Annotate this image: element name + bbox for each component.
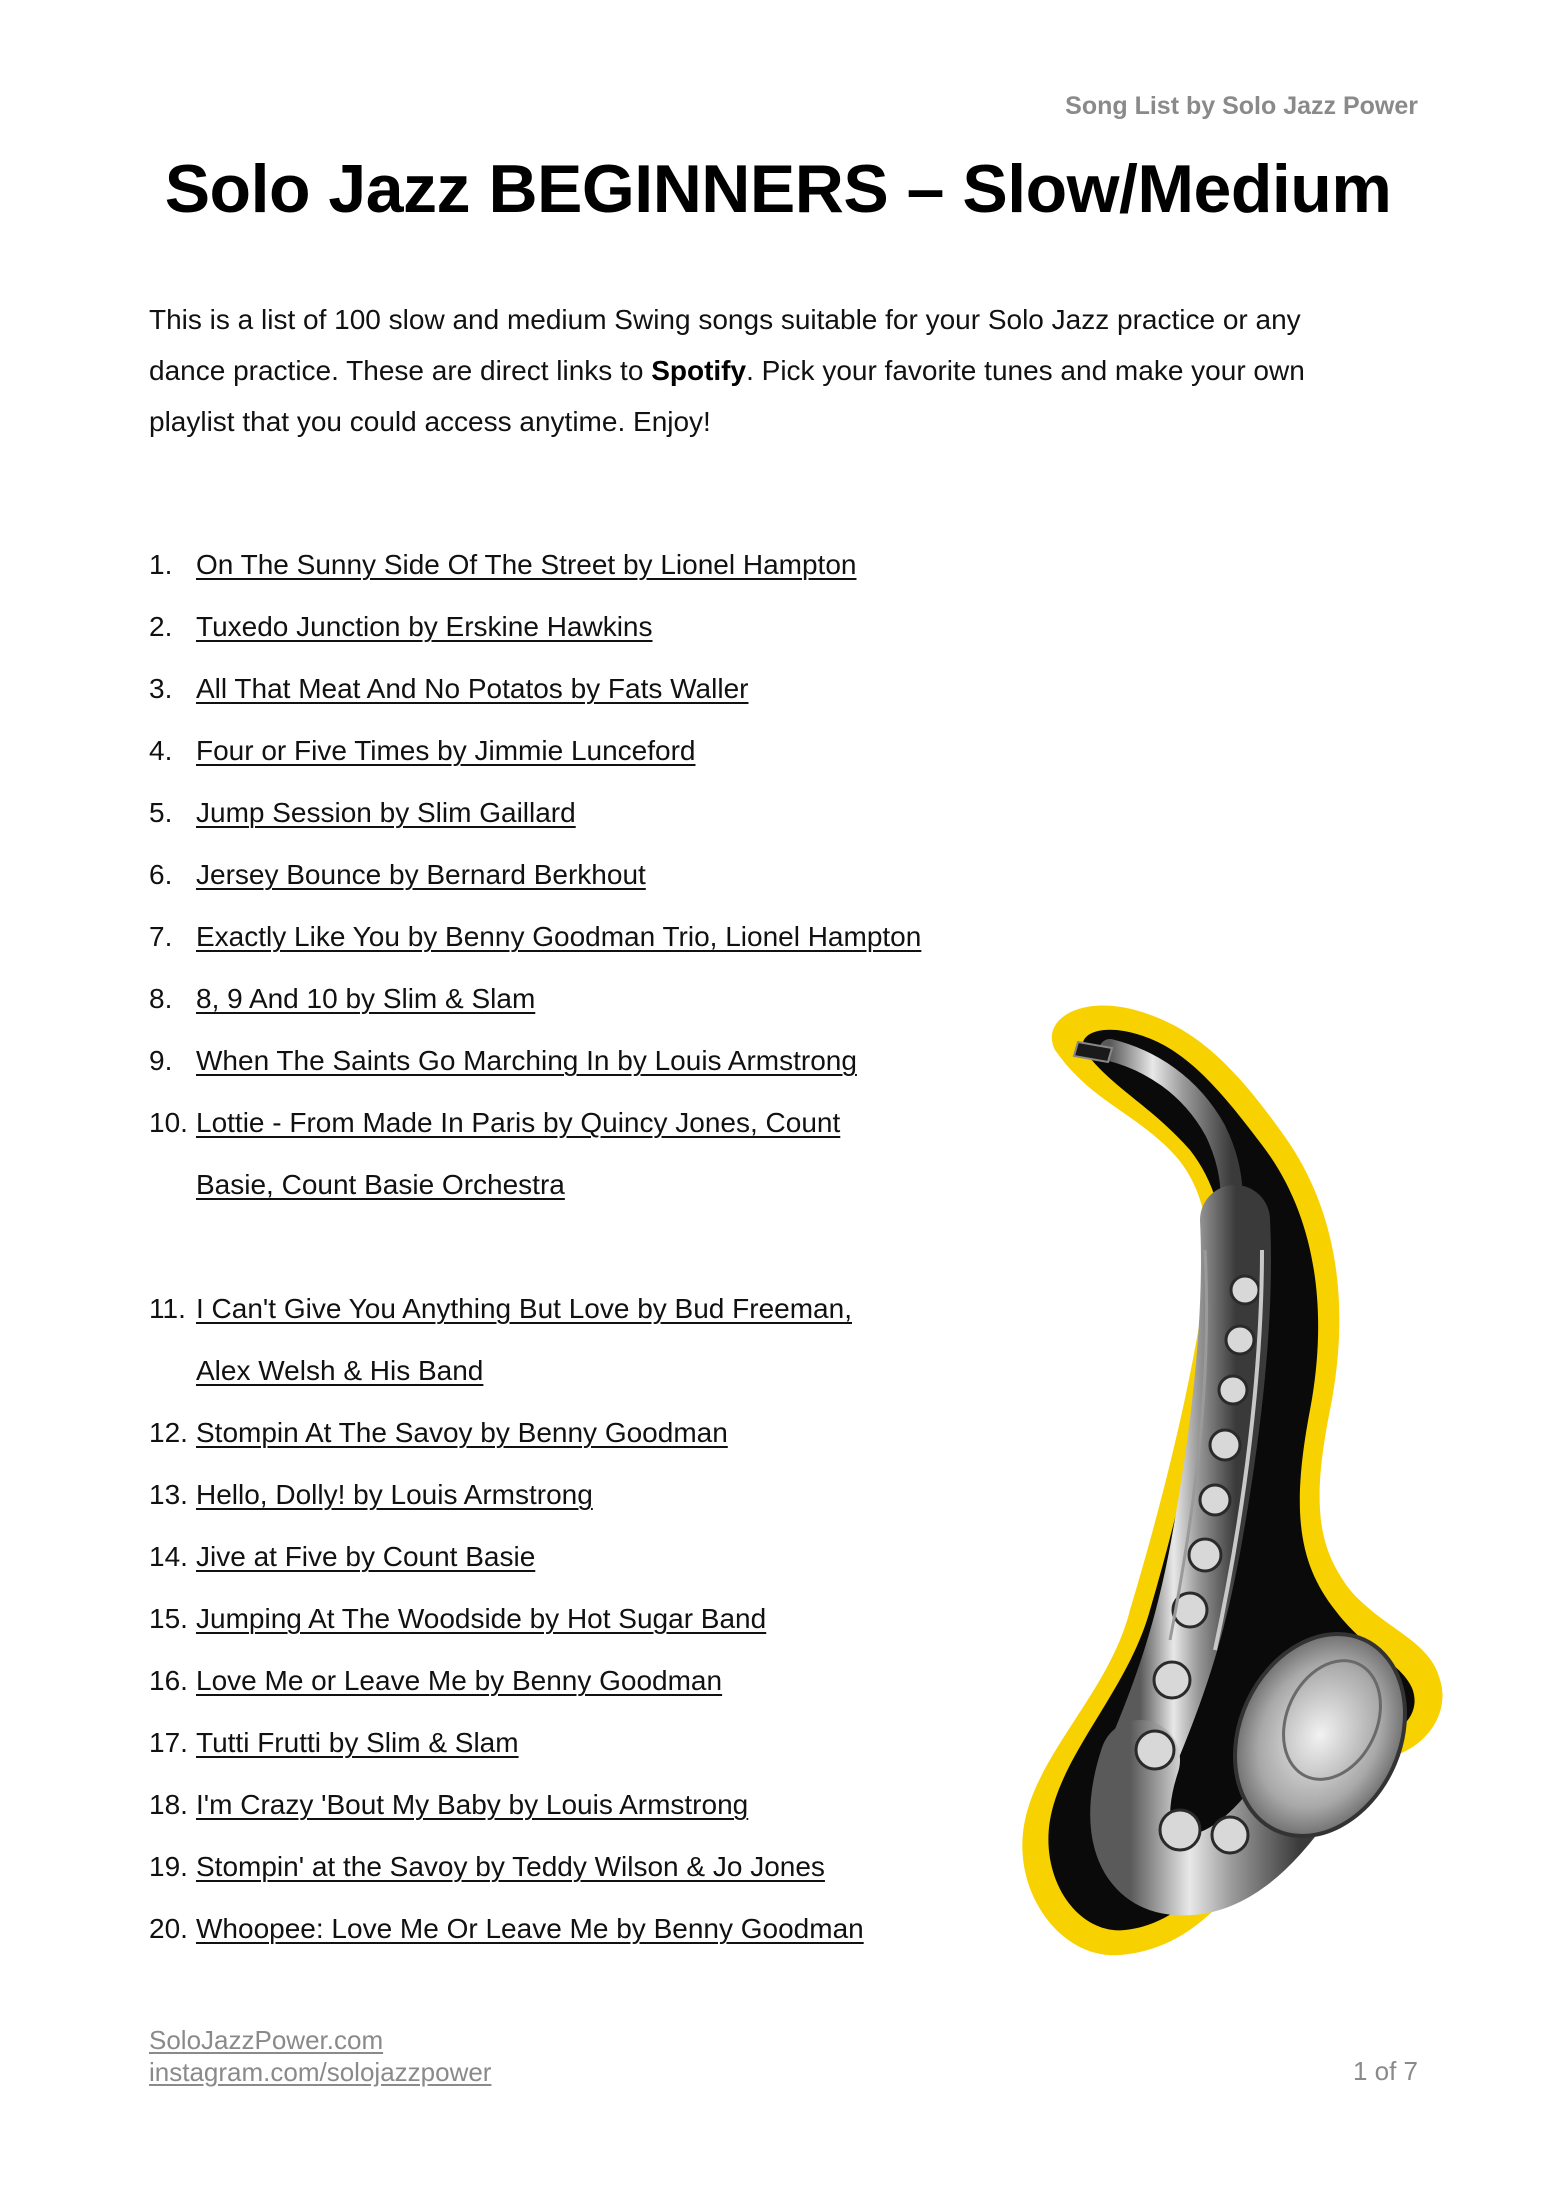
song-link[interactable]: Tutti Frutti by Slim & Slam <box>196 1727 519 1758</box>
song-link[interactable]: Jumping At The Woodside by Hot Sugar Band <box>196 1603 767 1634</box>
page-title: Solo Jazz BEGINNERS – Slow/Medium <box>164 151 1392 227</box>
song-link[interactable]: Jive at Five by Count Basie <box>196 1541 536 1572</box>
song-number: 16. <box>149 1665 188 1696</box>
song-number: 11. <box>149 1293 186 1324</box>
song-number: 6. <box>149 859 173 890</box>
song-list-item <box>149 1092 876 1216</box>
song-number: 2. <box>149 611 173 642</box>
song-list-item <box>149 906 1009 968</box>
instagram-link[interactable]: instagram.com/solojazzpower <box>149 2057 492 2087</box>
song-link[interactable]: Tuxedo Junction by Erskine Hawkins <box>196 611 653 642</box>
page-number: 1 of 7 <box>1352 2056 1418 2086</box>
page-header: Song List by Solo Jazz Power <box>1065 92 1418 120</box>
song-list-item <box>149 1402 1009 1464</box>
song-link[interactable]: I Can't Give You Anything But Love by Bud Freeman, Alex Welsh & His Band <box>196 1293 852 1386</box>
song-list-item <box>149 1836 1009 1898</box>
song-list-item <box>149 658 1009 720</box>
song-list-item <box>149 1898 1009 1960</box>
song-link[interactable]: Jump Session by Slim Gaillard <box>196 797 576 828</box>
intro-text-end: . Pick your favorite tunes and make your own playlist that you could access anytime. Enjoy! <box>149 355 1305 437</box>
song-link[interactable]: Exactly Like You by Benny Goodman Trio, Lionel Hampton <box>196 921 922 952</box>
song-number: 8. <box>149 983 173 1014</box>
song-number: 20. <box>149 1913 188 1944</box>
footer-links <box>149 2024 491 2088</box>
song-link[interactable]: When The Saints Go Marching In by Louis Armstrong <box>196 1045 857 1076</box>
song-list-item <box>149 1464 1009 1526</box>
song-list-item <box>149 782 1009 844</box>
song-number: 13. <box>149 1479 188 1510</box>
song-number: 12. <box>149 1417 188 1448</box>
intro-paragraph <box>149 294 1379 447</box>
song-list-item <box>149 1030 1009 1092</box>
website-link[interactable]: SoloJazzPower.com <box>149 2025 384 2055</box>
song-number: 17. <box>149 1727 188 1758</box>
song-list-item <box>149 1774 1009 1836</box>
song-list-item <box>149 968 1009 1030</box>
song-number: 18. <box>149 1789 188 1820</box>
song-number: 7. <box>149 921 173 952</box>
saxophone-icon <box>1000 990 1450 1970</box>
song-link[interactable]: Whoopee: Love Me Or Leave Me by Benny Goodman <box>196 1913 864 1944</box>
song-number: 19. <box>149 1851 188 1882</box>
song-number: 1. <box>149 549 173 580</box>
song-list <box>149 534 1009 1960</box>
song-number: 10. <box>149 1107 188 1138</box>
song-link[interactable]: Jersey Bounce by Bernard Berkhout <box>196 859 646 890</box>
song-list-item <box>149 596 1009 658</box>
song-link[interactable]: Four or Five Times by Jimmie Lunceford <box>196 735 696 766</box>
song-list-item <box>149 1526 1009 1588</box>
song-list-item <box>149 1712 1009 1774</box>
intro-spotify-bold: Spotify <box>651 355 747 386</box>
song-link[interactable]: All That Meat And No Potatos by Fats Waller <box>196 673 749 704</box>
song-list-item <box>149 1588 1009 1650</box>
song-list-item <box>149 534 1009 596</box>
song-number: 15. <box>149 1603 188 1634</box>
song-list-item <box>149 720 1009 782</box>
song-list-item <box>149 1650 1009 1712</box>
song-link[interactable]: Lottie - From Made In Paris by Quincy Jones, Count Basie, Count Basie Orchestra <box>196 1107 841 1200</box>
song-link[interactable]: Love Me or Leave Me by Benny Goodman <box>196 1665 723 1696</box>
song-list-item <box>149 844 1009 906</box>
song-link[interactable]: Stompin At The Savoy by Benny Goodman <box>196 1417 728 1448</box>
song-number: 5. <box>149 797 173 828</box>
song-link[interactable]: 8, 9 And 10 by Slim & Slam <box>196 983 536 1014</box>
song-number: 4. <box>149 735 173 766</box>
song-list-item <box>149 1278 896 1402</box>
song-number: 9. <box>149 1045 173 1076</box>
song-number: 3. <box>149 673 173 704</box>
song-link[interactable]: Stompin' at the Savoy by Teddy Wilson & Jo Jones <box>196 1851 825 1882</box>
song-link[interactable]: On The Sunny Side Of The Street by Lionel Hampton <box>196 549 857 580</box>
song-link[interactable]: Hello, Dolly! by Louis Armstrong <box>196 1479 593 1510</box>
song-number: 14. <box>149 1541 188 1572</box>
song-link[interactable]: I'm Crazy 'Bout My Baby by Louis Armstrong <box>196 1789 749 1820</box>
intro-text-start: This is a list of 100 slow and medium Swing songs suitable for your Solo Jazz practice or any dance practice. These are direct links to <box>149 304 1301 386</box>
